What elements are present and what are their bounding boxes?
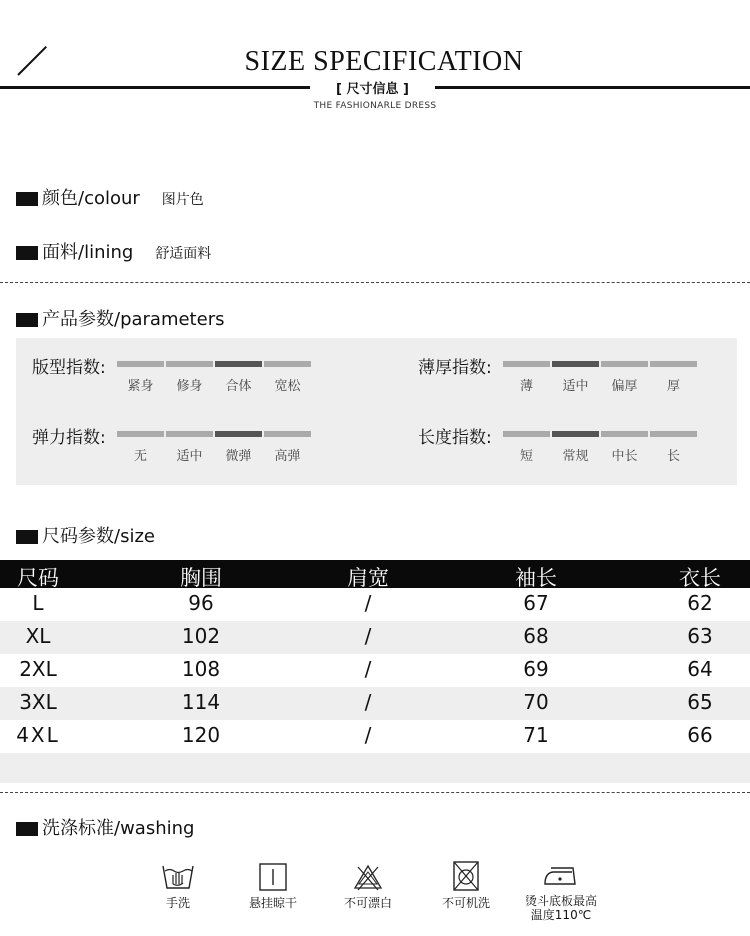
header-tagline: THE FASHIONARLE DRESS [313,101,437,111]
hand-wash-icon [161,862,195,892]
scale-segment [117,361,164,367]
no-machine-wash-icon [452,860,480,892]
scale-segment [601,361,648,367]
lining-section [16,238,211,264]
table-row [0,720,750,753]
param-options [117,445,311,464]
table-cell: 63 [687,624,713,648]
table-cell: L [32,591,44,615]
header-rule-left [0,86,310,89]
lining-label: 面料/lining [42,242,134,263]
scale-option-label: 常规 [562,449,589,464]
param-name: 薄厚指数: [418,358,492,378]
bullet-square-icon [16,246,38,260]
scale-segment-selected [552,361,599,367]
scale-option-label: 短 [519,449,533,464]
size-section [16,522,155,548]
wash-label: 悬挂晾干 [248,896,297,910]
table-cell: 102 [181,624,221,648]
scale-option-label: 微弹 [225,449,252,464]
scale-segment [650,431,697,437]
table-row [0,654,750,687]
header-cell-length: 衣长 [679,566,721,590]
scale-option-label: 偏厚 [611,379,638,394]
scale-segment [601,431,648,437]
wash-label-line: 烫斗底板最高 [524,894,597,908]
scale-option-label: 适中 [176,449,203,464]
scale-option-label: 无 [133,449,147,464]
table-cell: 2XL [19,657,57,681]
param-scale-bar [117,361,311,367]
table-cell: 66 [687,723,713,747]
scale-segment-selected [552,431,599,437]
header-cell-shoulder: 肩宽 [347,566,389,590]
scale-segment [503,431,550,437]
washing-label: 洗涤标准/washing [42,818,195,839]
parameters-section [16,305,224,331]
bullet-square-icon [16,192,38,206]
scale-option-label: 中长 [611,449,638,464]
table-cell: 3XL [19,690,57,714]
param-options [117,375,311,394]
scale-option-label: 长 [666,449,680,464]
table-row [0,687,750,720]
param-scale-bar [503,361,697,367]
table-cell: 67 [523,591,549,615]
table-row [0,588,750,621]
table-cell: 108 [181,657,221,681]
table-cell: / [364,624,372,648]
header-subtitle: [ 尺寸信息 ] [336,82,409,97]
colour-value: 图片色 [161,192,204,208]
scale-option-label: 合体 [225,379,252,394]
bullet-square-icon [16,530,38,544]
colour-section [16,184,204,210]
wash-label-line: 温度110℃ [530,908,592,922]
table-cell: 69 [523,657,549,681]
table-row [0,621,750,654]
wash-label [516,894,606,922]
table-cell: / [364,723,372,747]
wash-item [516,864,606,922]
param-name: 弹力指数: [32,428,106,448]
drip-dry-icon [258,862,288,892]
scale-segment-selected [215,431,262,437]
no-bleach-icon [353,862,383,892]
dashed-divider [0,282,750,283]
scale-option-label: 宽松 [274,379,301,394]
table-cell: 64 [687,657,713,681]
table-row-empty [0,753,750,783]
table-cell: 71 [523,723,549,747]
scale-option-label: 厚 [666,379,680,394]
scale-segment [166,361,213,367]
bullet-square-icon [16,822,38,836]
param-scale-bar [503,431,697,437]
lining-value: 舒适面料 [155,246,212,262]
scale-option-label: 紧身 [127,379,154,394]
table-cell: / [364,690,372,714]
table-cell: / [364,591,372,615]
param-options [503,445,697,464]
colour-label: 颜色/colour [42,188,140,209]
wash-item [148,862,208,911]
scale-segment [264,361,311,367]
scale-segment-selected [215,361,262,367]
wash-label: 手洗 [165,896,190,910]
wash-item [338,862,398,911]
header-cell-sleeve: 袖长 [515,566,557,590]
scale-option-label: 薄 [519,379,533,394]
scale-option-label: 适中 [562,379,589,394]
scale-option-label: 高弹 [274,449,301,464]
wash-label: 不可漂白 [343,896,392,910]
table-cell: 96 [188,591,214,615]
param-options [503,375,697,394]
bullet-square-icon [16,313,38,327]
scale-segment [166,431,213,437]
table-cell: 114 [181,690,221,714]
header-cell-chest: 胸围 [180,566,222,590]
header-cell-size: 尺码 [17,566,59,590]
table-cell: 120 [181,723,221,747]
scale-option-label: 修身 [176,379,203,394]
size-label: 尺码参数/size [42,526,155,547]
table-cell: XL [25,624,51,648]
header-rule-right [435,86,750,89]
table-cell: 65 [687,690,713,714]
param-name: 版型指数: [32,358,106,378]
table-cell: 4XL [16,723,60,747]
table-cell: 62 [687,591,713,615]
param-scale-bar [117,431,311,437]
scale-segment [503,361,550,367]
parameters-label: 产品参数/parameters [42,309,225,330]
param-name: 长度指数: [418,428,492,448]
page-title: SIZE SPECIFICATION [244,46,524,77]
size-table-header [0,560,750,588]
table-cell: 68 [523,624,549,648]
iron-icon [541,864,581,888]
scale-segment [117,431,164,437]
wash-item [436,860,496,911]
table-cell: / [364,657,372,681]
scale-segment [264,431,311,437]
table-cell: 70 [523,690,549,714]
scale-segment [650,361,697,367]
dashed-divider [0,792,750,793]
washing-section [16,814,194,840]
wash-item [243,862,303,911]
wash-label: 不可机洗 [441,896,490,910]
